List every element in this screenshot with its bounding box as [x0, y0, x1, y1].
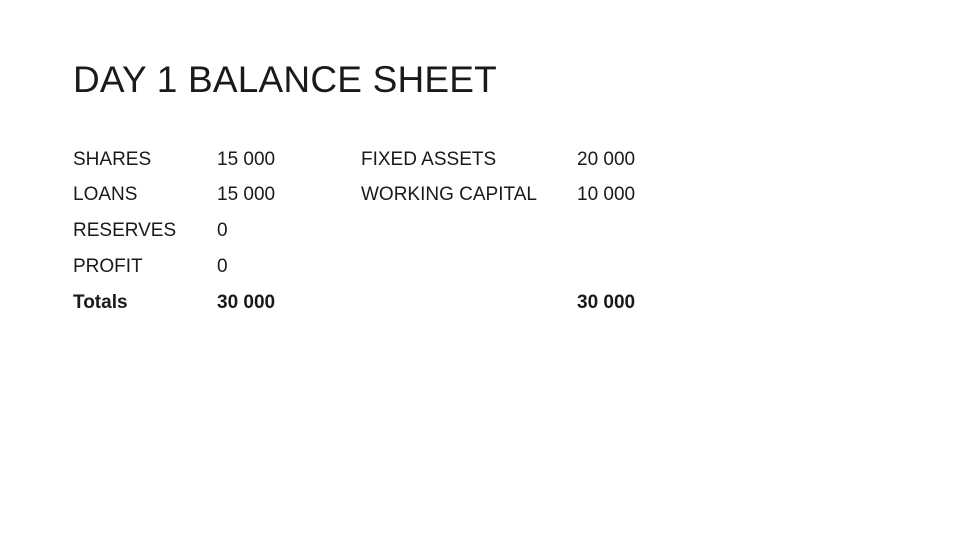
asset-value-fixed-assets: 20 000 — [577, 149, 636, 170]
liability-label-profit: PROFIT — [73, 256, 143, 277]
asset-label-fixed-assets: FIXED ASSETS — [361, 149, 497, 170]
asset-label-working-capital: WORKING CAPITAL — [361, 184, 537, 205]
liability-value-loans: 15 000 — [217, 184, 276, 205]
liability-label-shares: SHARES — [73, 149, 152, 170]
liability-value-reserves: 0 — [217, 220, 228, 241]
asset-value-working-capital: 10 000 — [577, 184, 636, 205]
liabilities-total: 30 000 — [217, 292, 276, 313]
page-title: DAY 1 BALANCE SHEET — [73, 59, 497, 100]
liability-label-loans: LOANS — [73, 184, 138, 205]
liability-value-shares: 15 000 — [217, 149, 276, 170]
liability-value-profit: 0 — [217, 256, 228, 277]
liability-label-reserves: RESERVES — [73, 220, 177, 241]
totals-label: Totals — [73, 292, 128, 313]
assets-total: 30 000 — [577, 292, 636, 313]
